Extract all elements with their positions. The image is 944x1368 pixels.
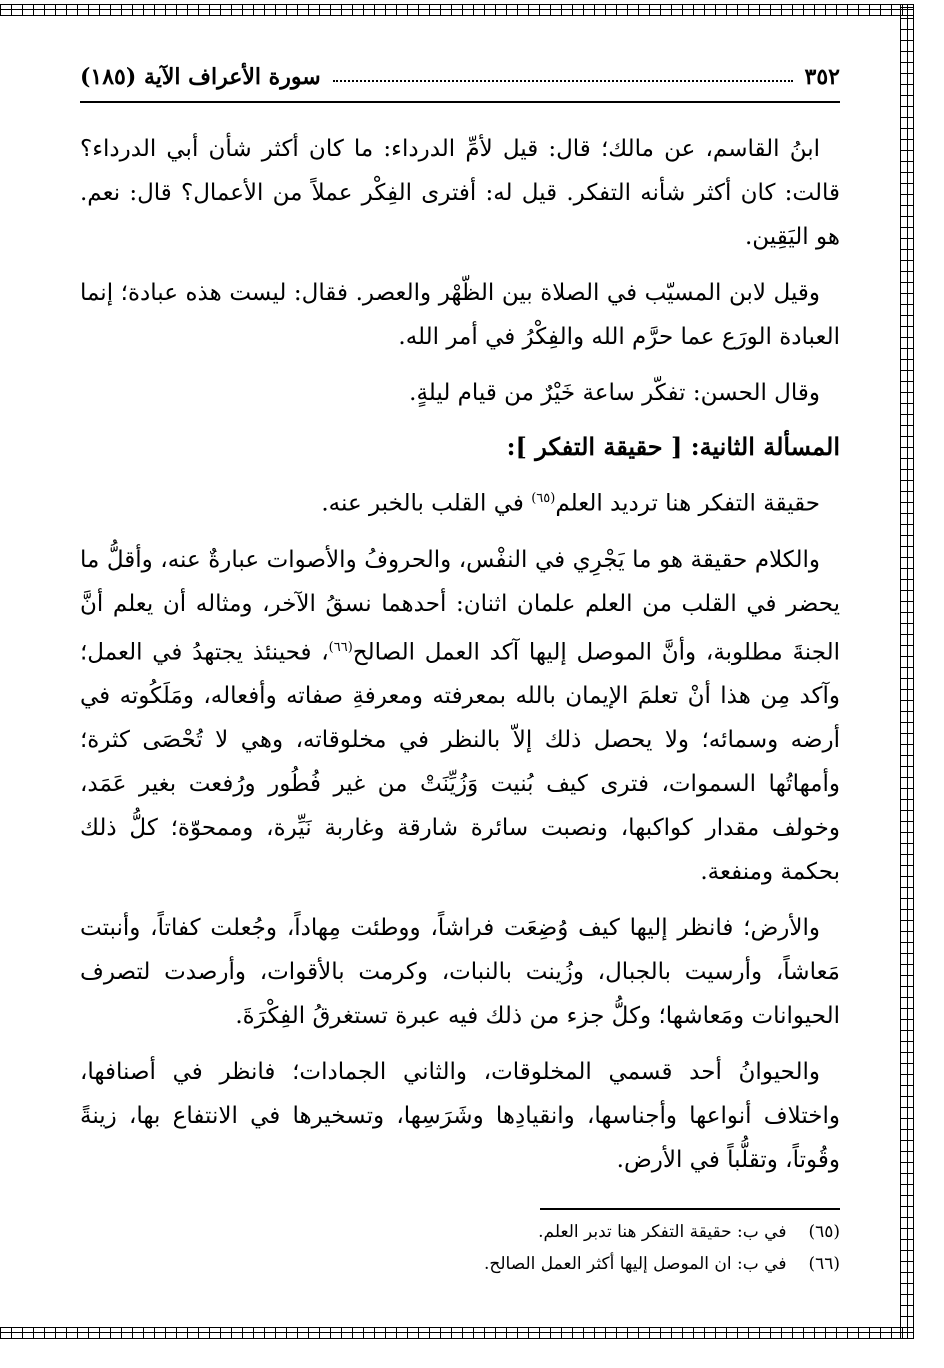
decorative-border-right <box>900 4 914 1339</box>
footnote-text: في ب: ان الموصل إليها أكثر العمل الصالح. <box>484 1254 787 1275</box>
text-segment: في القلب بالخبر عنه. <box>321 490 532 517</box>
footnote-separator <box>540 1208 840 1210</box>
page-number: ٣٥٢ <box>804 64 840 90</box>
footnote-ref[interactable]: (٦٦) <box>328 639 353 655</box>
text-segment: حقيقة التفكر هنا ترديد العلم <box>555 490 820 517</box>
footnote <box>80 1216 840 1248</box>
text-segment: ، فحينئذ يجتهدُ في العمل؛ وآكد مِن هذا أنْ تعلمَ الإيمان بالله بمعرفته ومعرفةِ صفاته وأفعاله، ومَلَكُوته في أرضه وسمائه؛ ولا يحصل ذلك إلاّ بالنظر في مخلوقاته، وهي لا تُحْصَى كثرة؛ وأمهاتُها السموات، فترى كيف بُنيت وَزُيِّنَتْ من غير فُطُور ورُفعت بغير عَمَد، وخولف مقدار كواكبها، ونصبت سائرة شارقة وغاربة نَيِّرة، وممحوّة؛ كلُّ ذلك بحكمة ومنفعة. <box>80 639 840 886</box>
header-dot-leader <box>333 80 793 82</box>
footnote-number: (٦٦) <box>808 1254 840 1275</box>
decorative-border-top <box>0 4 914 16</box>
footnote-number: (٦٥) <box>808 1222 840 1243</box>
paragraph: وقال الحسن: تفكّر ساعة خَيْرٌ من قيام ليلةٍ. <box>409 380 820 406</box>
paragraph: والحيوانُ أحد قسمي المخلوقات، والثاني الجمادات؛ فانظر في أصنافها، واختلاف أنواعها وأجناسها، وانقيادِها وشَرَسِها، وتسخيرها في الانتفاع بها، زينةً وقُوتاً، وتقلُّباً في الأرض. <box>80 1059 840 1174</box>
chapter-title: سورة الأعراف الآية (١٨٥) <box>80 64 321 90</box>
decorative-border-bottom <box>0 1327 914 1339</box>
running-header <box>80 57 840 97</box>
body-text <box>80 127 840 1182</box>
paragraph: ابنُ القاسم، عن مالك؛ قال: قيل لأمِّ الدرداء: ما كان أكثر شأن أبي الدرداء؟ قالت: كان أكثر شأنه التفكر. قيل له: أفترى الفِكْر عملاً من الأعمال؟ قال: نعم. هو اليَقِين. <box>80 136 840 250</box>
header-rule <box>80 101 840 103</box>
footnotes <box>80 1216 840 1280</box>
footnote <box>80 1248 840 1280</box>
book-page <box>80 55 840 1280</box>
paragraph: والأرض؛ فانظر إليها كيف وُضِعَت فراشاً، ووطئت مِهاداً، وجُعلت كفاتاً، وأنبتت مَعاشاً، وأرسيت بالجبال، وزُينت بالنبات، وكرمت بالأقوات، وأرصدت لتصرف الحيوانات ومَعاشها؛ وكلُّ جزء من ذلك فيه عبرة تستغرقُ الفِكْرَةَ. <box>80 915 840 1030</box>
footnote-text: في ب: حقيقة التفكر هنا تدبر العلم. <box>538 1222 787 1243</box>
paragraph-speech <box>80 538 840 895</box>
section-heading: المسألة الثانية: [ حقيقة التفكر ]: <box>506 432 840 461</box>
footnote-ref[interactable]: (٦٥) <box>531 491 556 506</box>
paragraph-definition <box>80 477 840 526</box>
paragraph: وقيل لابن المسيّب في الصلاة بين الظّهْر والعصر. فقال: ليست هذه عبادة؛ إنما العبادة الورَع عما حرَّم الله والفِكْرُ في أمر الله. <box>80 280 840 350</box>
text-segment: والكلام حقيقة هو ما يَجْرِي في النفْس، والحروفُ والأصوات عبارةٌ عنه، وأقلُّ ما يحضر في القلب من العلم علمان اثنان: أحدهما نسقُ الآخر، ومثاله أن يعلم أنَّ الجنةَ مطلوبة، وأنَّ الموصل إليها آكد العمل الصالح <box>80 546 840 666</box>
